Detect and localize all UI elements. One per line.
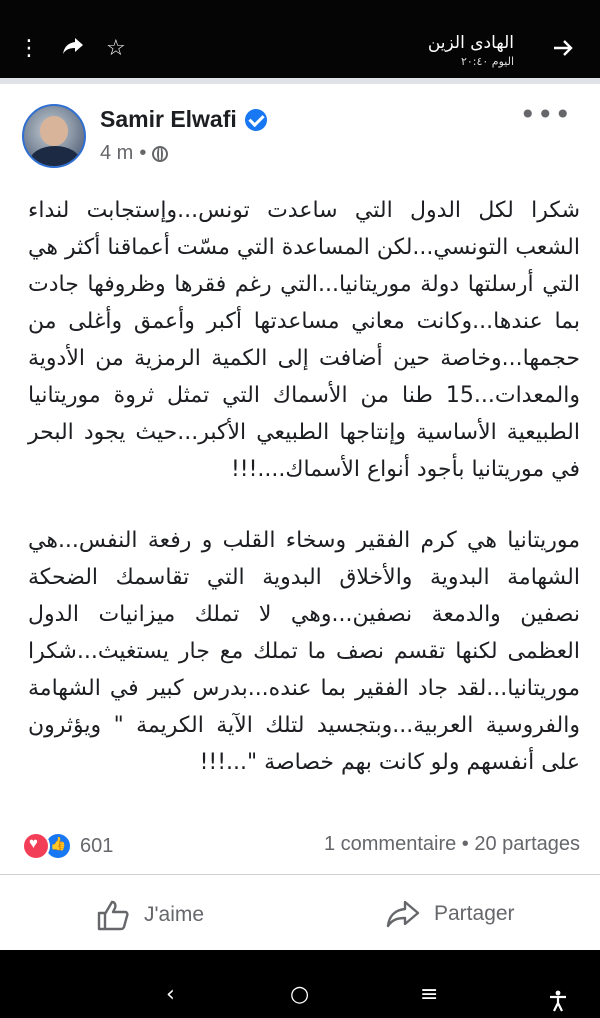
post-meta xyxy=(100,142,168,165)
post-card xyxy=(0,84,600,950)
accessibility-icon[interactable] xyxy=(548,990,568,1017)
avatar-suit xyxy=(30,146,80,168)
back-button[interactable]: ‹ xyxy=(166,982,175,1007)
love-reaction-icon xyxy=(22,832,50,860)
message-header xyxy=(0,0,600,78)
forward-arrow-icon[interactable] xyxy=(552,38,574,64)
avatar[interactable] xyxy=(22,104,86,168)
avatar-face xyxy=(40,116,68,146)
star-icon[interactable]: ☆ xyxy=(106,36,126,61)
system-nav-bar xyxy=(0,950,600,1018)
sender-info xyxy=(428,33,514,68)
home-button[interactable]: ○ xyxy=(290,982,310,1007)
author-row xyxy=(100,106,267,133)
post-paragraph: موريتانيا هي كرم الفقير وسخاء القلب و رفعة النفس...هي الشهامة البدوية والأخلاق البدوية التي تقاسمك الضحكة نصفين والدمعة نصفين...وهي لا تملك ميزانيات الدول العظمى لكنها تقسم نصف ما تملك مع جار يستغيث...شكرا موريتانيا...لقد جاد الفقير بما عنده...بدرس كبير في الشهامة والفروسية العربية...وبتجسيد لتلك الآية الكريمة " ويؤثرون على أنفسهم ولو كانت بهم خصاصة "...!!! xyxy=(28,528,580,775)
separator-dot: • xyxy=(139,142,147,164)
share-arrow-icon[interactable] xyxy=(62,36,84,62)
header-actions xyxy=(18,36,126,62)
engagement-stats[interactable]: 1 commentaire • 20 partages xyxy=(323,833,580,855)
message-timestamp: اليوم ٢٠:٤٠ xyxy=(460,55,514,68)
divider xyxy=(0,874,600,875)
globe-icon xyxy=(152,146,168,162)
more-vert-icon[interactable]: ⋮ xyxy=(18,36,40,61)
verified-badge-icon xyxy=(245,109,267,131)
thumbs-up-icon xyxy=(96,899,130,931)
like-label: J'aime xyxy=(144,903,205,926)
more-options-icon[interactable]: ••• xyxy=(519,98,572,131)
like-button[interactable] xyxy=(96,899,204,931)
post-paragraph: شكرا لكل الدول التي ساعدت تونس...وإستجابت لنداء الشعب التونسي...لكن المساعدة التي مسّت أعماقنا أكثر هي التي أرسلتها دولة موريتانيا...التي رغم فقرها وظروفها جادت بما عندها...وكانت معاني مساعدتها أكبر وأعمق وأغلى من حجمها...وخاصة حين أضافت إلى الكمية الرمزية من الأدوية والمعدات...15 طنا من الأسماك التي تمثل ثروة موريتانيا الطبيعية الأساسية وإنتاجها الطبيعي الأكبر...حيث يجود البحر في موريتانيا بأجود أنواع الأسماك....!!! xyxy=(28,198,580,482)
recents-button[interactable]: ≡ xyxy=(420,982,439,1007)
post-time[interactable]: 4 m xyxy=(100,142,134,164)
share-button[interactable] xyxy=(386,899,515,929)
author-name[interactable]: Samir Elwafi xyxy=(100,106,237,132)
share-icon xyxy=(386,899,420,929)
post-text xyxy=(28,192,580,815)
sender-name: الهادى الزين xyxy=(427,33,514,53)
reactions-summary[interactable] xyxy=(22,832,113,860)
share-label: Partager xyxy=(434,902,515,925)
reaction-count: 601 xyxy=(80,834,114,857)
